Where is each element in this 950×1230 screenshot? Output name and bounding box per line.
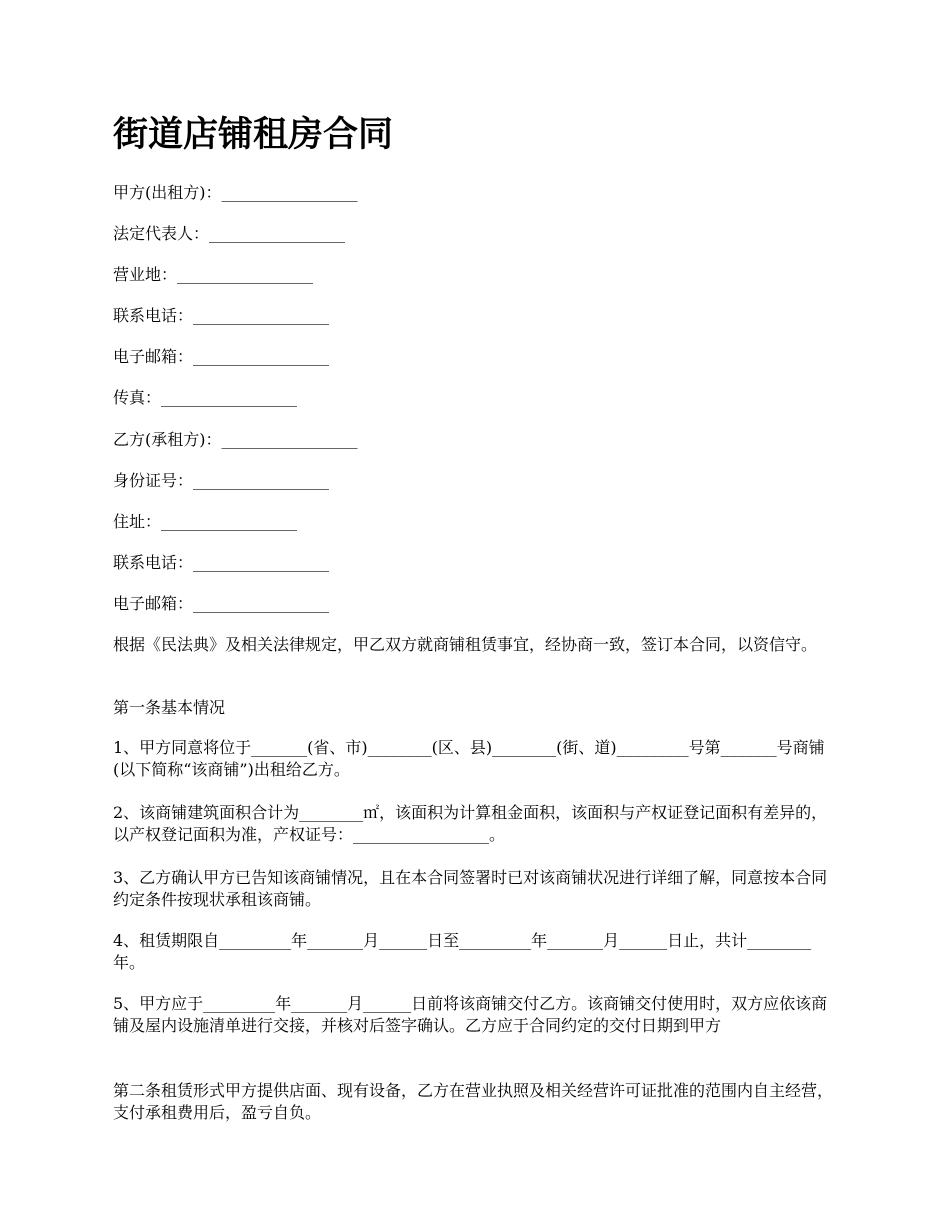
clause-5-delivery: 5、甲方应于_________年_______月______日前将该商铺交付乙方。该商铺交付使用时，双方应依该商铺及屋内设施清单进行交接，并核对后签字确认。乙方应于合同约定的交付日期到甲方 xyxy=(113,994,828,1035)
clause-2-area: 2、该商铺建筑面积合计为________㎡，该面积为计算租金面积，该面积与产权证登记面积有差异的，以产权登记面积为准，产权证号：_________________。 xyxy=(113,803,828,844)
lessee-address-field: 住址：_________________ xyxy=(113,512,298,531)
lessor-phone-field: 联系电话：_________________ xyxy=(113,306,330,325)
clause-1-location: 1、甲方同意将位于_______(省、市)________(区、县)________(街、道)_________号第_______号商铺(以下简称“该商铺”)出租给乙方。 xyxy=(113,738,825,779)
article-2-lease-form: 第二条租赁形式甲方提供店面、现有设备，乙方在营业执照及相关经营许可证批准的范围内自主经营，支付承租费用后，盈亏自负。 xyxy=(113,1081,834,1122)
clause-4-term: 4、租赁期限自_________年_______月______日至_________年_______月______日止，共计________年。 xyxy=(113,931,812,972)
legal-representative-field: 法定代表人：_________________ xyxy=(113,224,346,243)
lessee-name-field: 乙方(承租方)：_________________ xyxy=(113,430,358,449)
clause-3-condition: 3、乙方确认甲方已告知该商铺情况，且在本合同签署时已对该商铺状况进行详细了解，同意按本合同约定条件按现状承租该商铺。 xyxy=(113,868,828,909)
fax-field: 传真：_________________ xyxy=(113,388,298,407)
article-1-heading: 第一条基本情况 xyxy=(113,698,226,717)
lessee-email-field: 电子邮箱：_________________ xyxy=(113,594,330,613)
lessor-email-field: 电子邮箱：_________________ xyxy=(113,347,330,366)
lessee-phone-field: 联系电话：_________________ xyxy=(113,553,330,572)
preamble-paragraph: 根据《民法典》及相关法律规定，甲乙双方就商铺租赁事宜，经协商一致，签订本合同，以资信守。 xyxy=(113,635,818,654)
lessor-name-field: 甲方(出租方)：_________________ xyxy=(113,183,358,202)
page-title: 街道店铺租房合同 xyxy=(113,114,394,155)
id-number-field: 身份证号：_________________ xyxy=(113,471,330,490)
business-address-field: 营业地：_________________ xyxy=(113,265,314,284)
